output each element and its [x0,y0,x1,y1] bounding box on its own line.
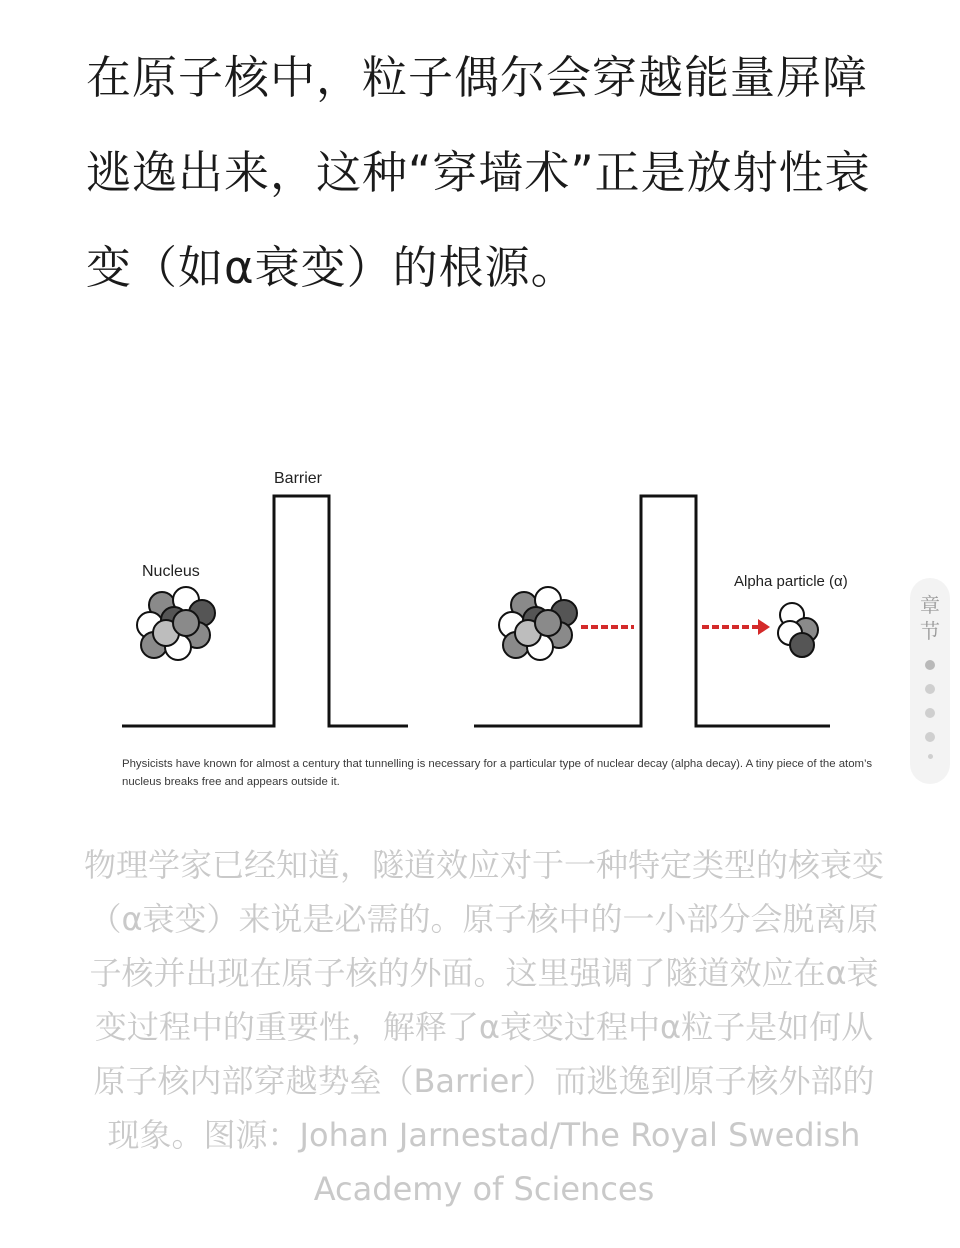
chapter-dot-5[interactable] [928,754,933,759]
chapter-dot-1[interactable] [925,660,935,670]
arrow-head [758,619,770,635]
nucleus-label: Nucleus [142,563,200,580]
alpha-particle [778,603,818,657]
chapter-dot-3[interactable] [925,708,935,718]
figure-caption-english: Physicists have known for almost a century that tunnelling is necessary for a particular type of nuclear decay (alpha decay). A tiny piece of the atom’s nucleus breaks free and appears outside it. [122,758,873,788]
alpha-decay-figure [108,455,878,800]
nucleus-left [137,587,215,660]
figure-diagram [108,455,878,800]
chapter-nav[interactable] [910,578,950,784]
figure-caption-chinese: 物理学家已经知道，隧道效应对于一种特定类型的核衰变（α衰变）来说是必需的。原子核中的一小部分会脱离原子核并出现在原子核的外面。这里强调了隧道效应在α衰变过程中的重要性，解释了α衰变过程中α粒子是如何从原子核内部穿越势垒（Barrier）而逃逸到原子核外部的现象。图源：Johan Jarnestad/The Royal Swedish Academy of Sciences [84,846,885,1208]
chapter-dot-4[interactable] [925,732,935,742]
nucleus-right [499,587,577,660]
chapter-dot-2[interactable] [925,684,935,694]
article-paragraph: 在原子核中，粒子偶尔会穿越能量屏障逃逸出来，这种“穿墙术”正是放射性衰变（如α衰变）的根源。 [86,51,871,294]
chapter-nav-label: 章节 [920,593,940,643]
alpha-particle-label: Alpha particle (α) [734,573,848,590]
barrier-label: Barrier [274,470,323,487]
